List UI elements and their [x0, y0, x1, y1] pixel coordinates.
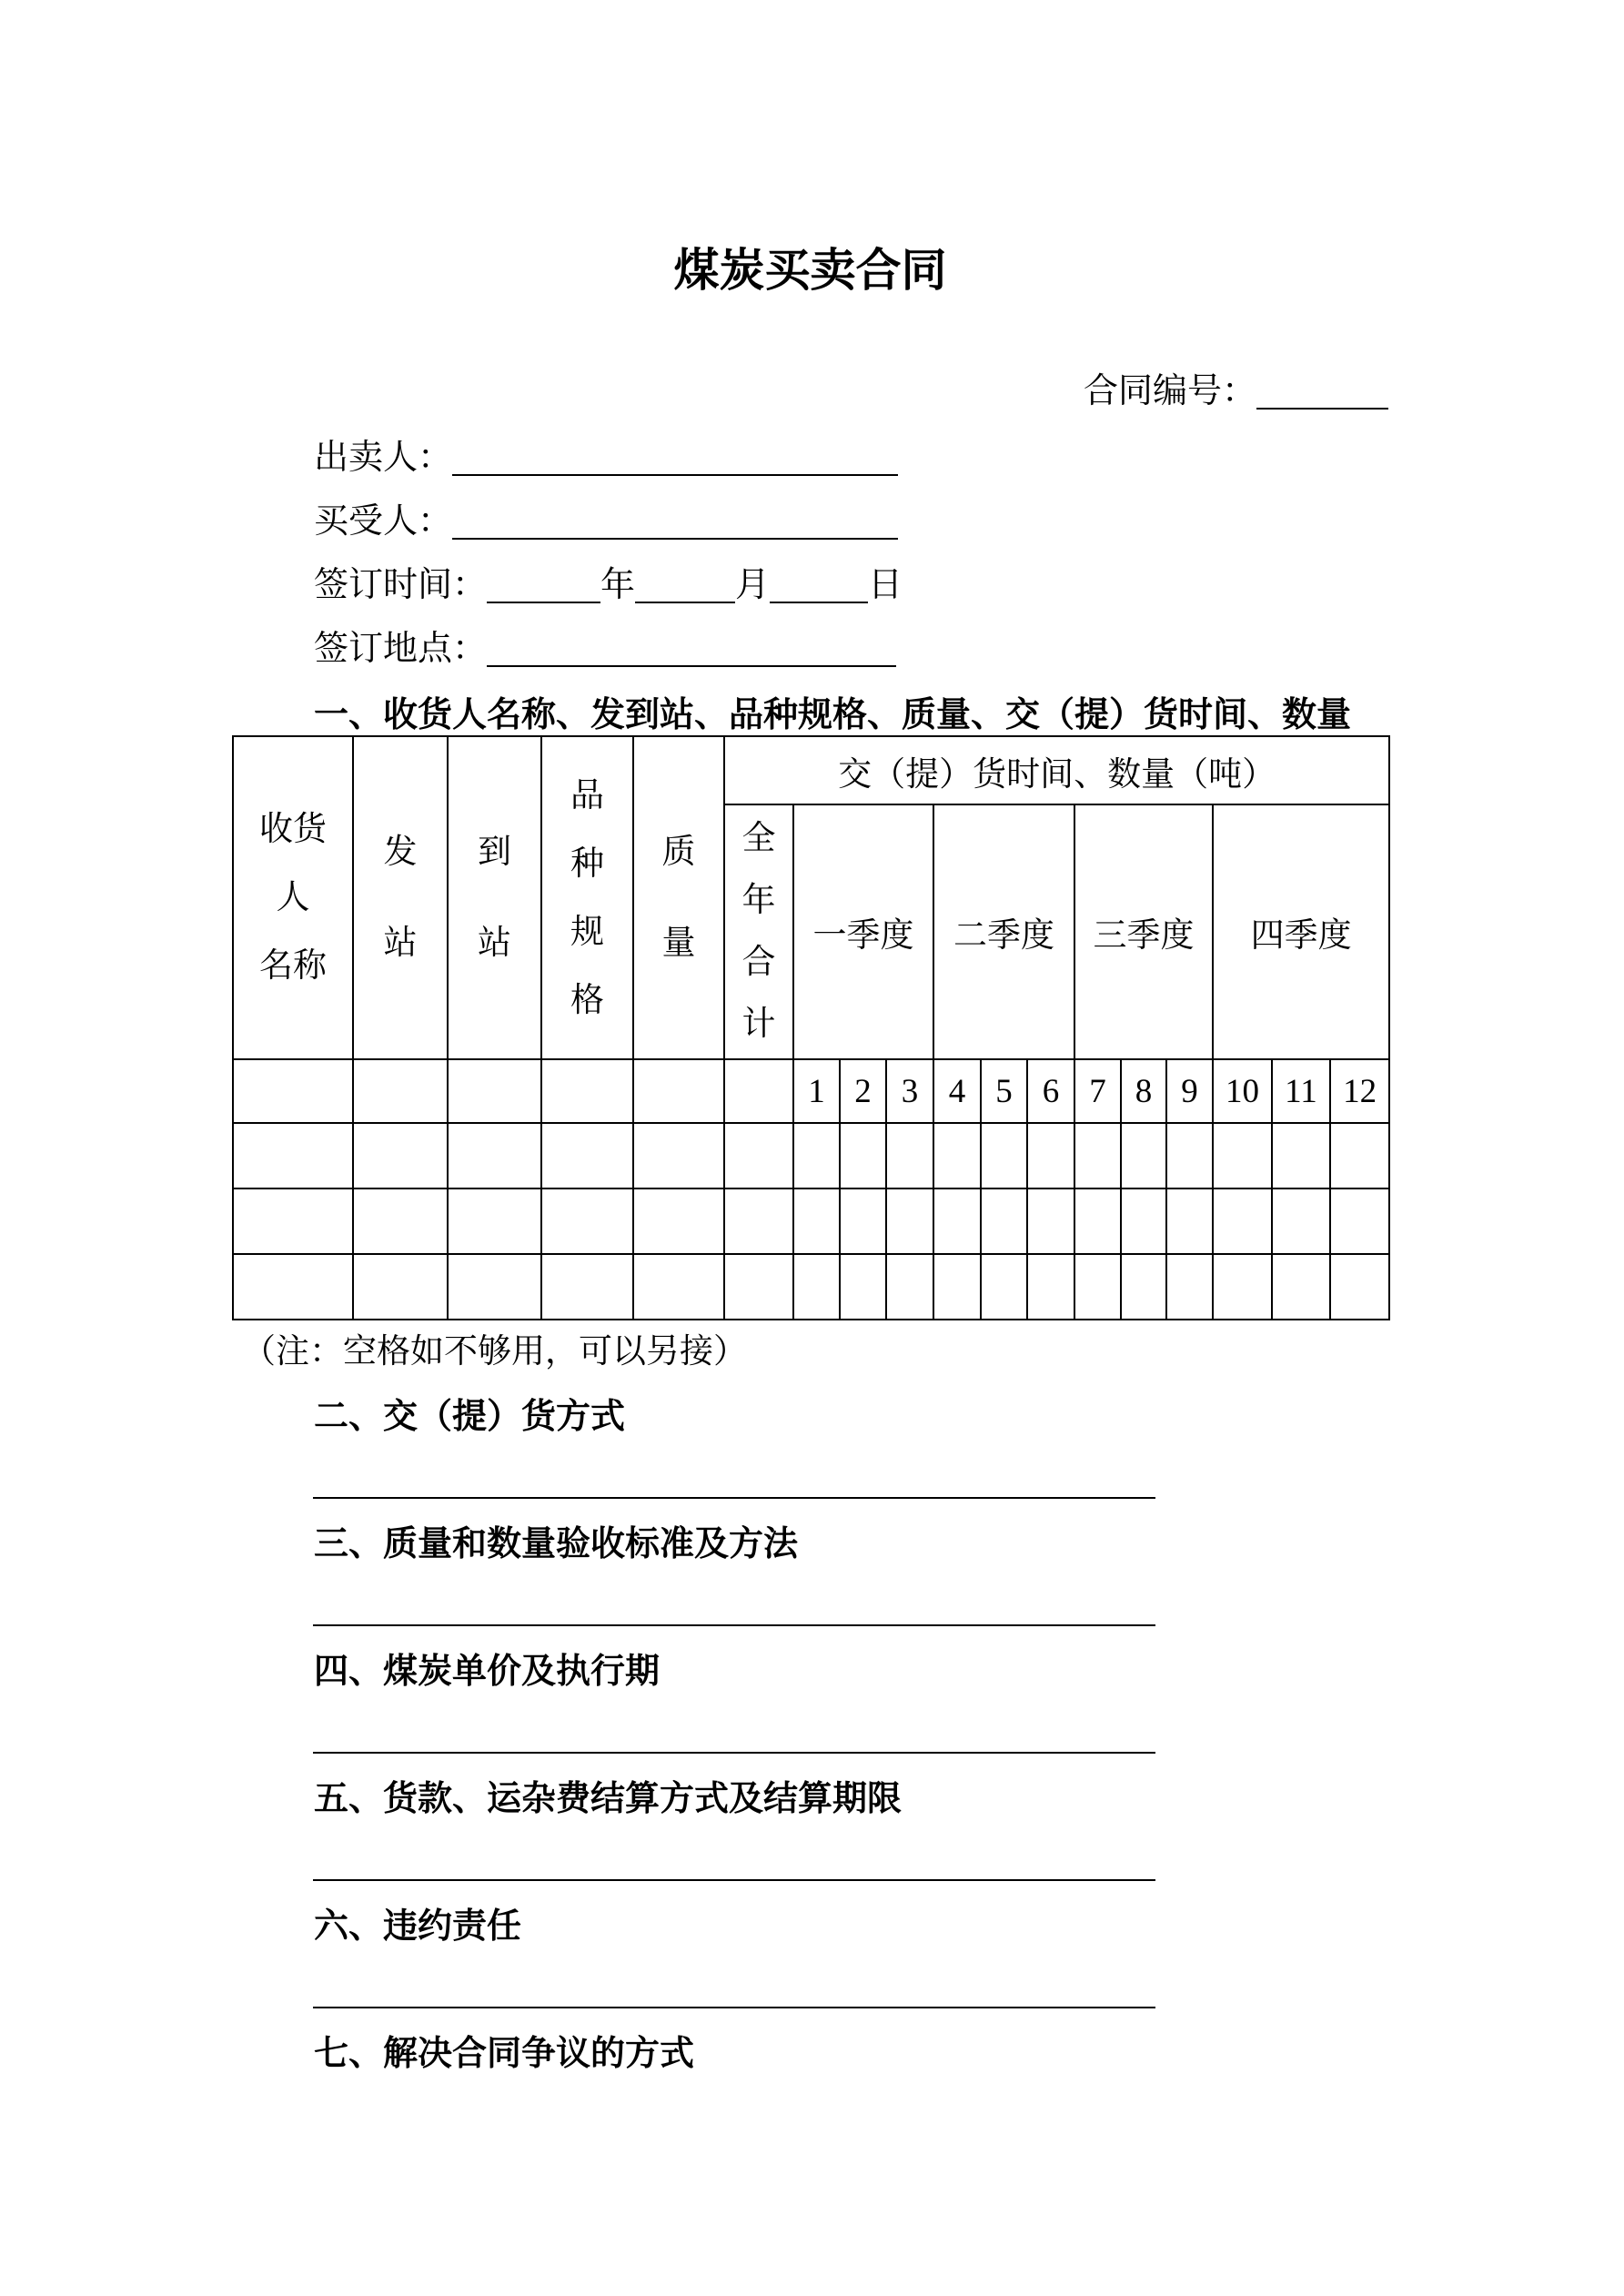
table-data-cell[interactable]: [1213, 1254, 1272, 1320]
table-data-cell[interactable]: [1027, 1188, 1074, 1254]
header-delivery-time-quantity: 交（提）货时间、数量（吨）: [724, 736, 1389, 804]
header-departure-station: [353, 736, 448, 1059]
contract-number-blank[interactable]: [1256, 368, 1388, 410]
table-data-cell[interactable]: [353, 1254, 448, 1320]
header-line: 品: [570, 776, 604, 814]
sign-time-label: 签订时间：: [314, 566, 488, 604]
table-data-cell[interactable]: [1166, 1254, 1213, 1320]
header-month-7: 7: [1074, 1059, 1121, 1123]
table-data-cell[interactable]: [353, 1123, 448, 1188]
table-data-cell[interactable]: [793, 1254, 840, 1320]
header-line: 格: [570, 981, 604, 1019]
table-data-cell[interactable]: [1330, 1188, 1389, 1254]
seller-label: 出卖人：: [314, 439, 453, 477]
table-data-cell[interactable]: [886, 1123, 933, 1188]
table-data-cell[interactable]: [1027, 1254, 1074, 1320]
section-3: [232, 1524, 1388, 1626]
table-data-cell[interactable]: [448, 1123, 541, 1188]
table-data-cell[interactable]: [233, 1188, 353, 1254]
table-data-cell[interactable]: [233, 1254, 353, 1320]
sign-place-line: [314, 617, 1388, 681]
table-data-cell[interactable]: [1074, 1188, 1121, 1254]
header-line: 规: [570, 913, 604, 951]
header-consignee-name: [233, 736, 353, 1059]
section-6: [232, 1907, 1388, 2008]
document-title: 煤炭买卖合同: [673, 245, 947, 296]
sign-date-line: [314, 553, 1388, 617]
buyer-line: [314, 490, 1388, 553]
table-data-cell[interactable]: [793, 1188, 840, 1254]
table-data-cell[interactable]: [448, 1188, 541, 1254]
section-5-fill-line[interactable]: [313, 1879, 1155, 1881]
table-data-cell[interactable]: [840, 1123, 886, 1188]
table-month-row: [233, 1059, 1389, 1123]
table-data-cell[interactable]: [1330, 1123, 1389, 1188]
contract-number-line: [232, 368, 1388, 410]
section-2-fill-line[interactable]: [313, 1497, 1155, 1499]
header-month-1: 1: [793, 1059, 840, 1123]
section-2: [232, 1397, 1388, 1499]
table-data-cell[interactable]: [886, 1254, 933, 1320]
table-data-cell[interactable]: [1074, 1254, 1121, 1320]
header-quality: [633, 736, 724, 1059]
table-data-cell[interactable]: [1166, 1188, 1213, 1254]
header-quarter-4: 四季度: [1213, 804, 1389, 1059]
table-data-cell[interactable]: [1121, 1123, 1166, 1188]
table-data-cell[interactable]: [981, 1188, 1027, 1254]
header-spacer-cell: [541, 1059, 633, 1123]
header-line: 年: [741, 882, 776, 919]
table-data-cell[interactable]: [1027, 1123, 1074, 1188]
table-data-cell[interactable]: [633, 1123, 724, 1188]
header-line: 全: [741, 820, 776, 857]
table-data-cell[interactable]: [541, 1254, 633, 1320]
header-quarter-3: 三季度: [1074, 804, 1213, 1059]
table-data-cell[interactable]: [793, 1123, 840, 1188]
header-month-4: 4: [933, 1059, 981, 1123]
table-row: [233, 1123, 1389, 1188]
header-spacer-cell: [233, 1059, 353, 1123]
table-row: [233, 1188, 1389, 1254]
header-line: 人: [276, 879, 310, 916]
section-7: [232, 2034, 1388, 2074]
table-data-cell[interactable]: [1213, 1188, 1272, 1254]
table-data-cell[interactable]: [1272, 1123, 1330, 1188]
header-month-12: 12: [1330, 1059, 1389, 1123]
table-data-cell[interactable]: [724, 1254, 793, 1320]
table-header-row-1: [233, 736, 1389, 804]
header-month-9: 9: [1166, 1059, 1213, 1123]
table-data-cell[interactable]: [886, 1188, 933, 1254]
table-data-cell[interactable]: [633, 1254, 724, 1320]
header-month-5: 5: [981, 1059, 1027, 1123]
table-data-cell[interactable]: [1330, 1254, 1389, 1320]
section-6-fill-line[interactable]: [313, 2007, 1155, 2008]
day-suffix-label: 日: [868, 566, 903, 604]
table-data-cell[interactable]: [541, 1188, 633, 1254]
sign-place-blank[interactable]: [487, 625, 896, 667]
section-5-heading: 五、货款、运杂费结算方式及结算期限: [314, 1780, 903, 1818]
header-quarter-1: 一季度: [793, 804, 933, 1059]
section-3-heading: 三、质量和数量验收标准及方法: [314, 1525, 799, 1563]
table-data-cell[interactable]: [353, 1188, 448, 1254]
table-data-cell[interactable]: [1272, 1254, 1330, 1320]
month-suffix-label: 月: [735, 566, 771, 604]
header-month-6: 6: [1027, 1059, 1074, 1123]
section-3-fill-line[interactable]: [313, 1624, 1155, 1626]
section-4-fill-line[interactable]: [313, 1752, 1155, 1754]
header-line: 质: [661, 833, 696, 871]
table-data-cell[interactable]: [840, 1254, 886, 1320]
buyer-label: 买受人：: [314, 502, 453, 541]
header-spacer-cell: [633, 1059, 724, 1123]
header-month-3: 3: [886, 1059, 933, 1123]
table-data-cell[interactable]: [1074, 1123, 1121, 1188]
table-data-cell[interactable]: [233, 1123, 353, 1188]
section-2-heading: 二、交（提）货方式: [314, 1398, 626, 1436]
table-data-cell[interactable]: [1213, 1123, 1272, 1188]
header-line: 计: [741, 1006, 776, 1043]
header-line: 量: [661, 924, 696, 962]
header-line: 收货: [259, 811, 327, 848]
table-data-cell[interactable]: [1121, 1254, 1166, 1320]
table-data-cell[interactable]: [1272, 1188, 1330, 1254]
section-7-heading: 七、解决合同争议的方式: [314, 2035, 695, 2073]
seller-blank[interactable]: [452, 434, 898, 476]
section-1-heading: 一、收货人名称、发到站、品种规格、质量、交（提）货时间、数量: [314, 696, 1352, 734]
header-quarter-2: 二季度: [933, 804, 1074, 1059]
table-data-cell[interactable]: [633, 1188, 724, 1254]
table-data-cell[interactable]: [933, 1123, 981, 1188]
header-line: 种: [570, 845, 604, 883]
header-line: 站: [478, 924, 511, 962]
header-month-8: 8: [1121, 1059, 1166, 1123]
header-spacer-cell: [724, 1059, 793, 1123]
header-line: 发: [383, 833, 418, 871]
header-line: 站: [383, 924, 418, 962]
contract-number-label: 合同编号：: [1083, 372, 1256, 410]
sign-date-day-blank[interactable]: [770, 561, 868, 603]
header-line: 到: [478, 833, 511, 871]
header-spacer-cell: [353, 1059, 448, 1123]
header-spacer-cell: [448, 1059, 541, 1123]
table-data-cell[interactable]: [981, 1254, 1027, 1320]
delivery-schedule-table: [232, 735, 1390, 1320]
year-suffix-label: 年: [600, 566, 636, 604]
table-note: （注：空格如不够用，可以另接）: [242, 1333, 747, 1371]
header-line: 合: [741, 944, 776, 981]
sign-date-month-blank[interactable]: [635, 561, 735, 603]
section-4: [232, 1652, 1388, 1754]
header-line: 名称: [259, 947, 327, 985]
sign-place-label: 签订地点：: [314, 630, 488, 668]
section-5: [232, 1779, 1388, 1881]
section-4-heading: 四、煤炭单价及执行期: [314, 1653, 661, 1691]
seller-line: [314, 426, 1388, 490]
table-data-cell[interactable]: [1121, 1188, 1166, 1254]
table-row: [233, 1254, 1389, 1320]
table-data-cell[interactable]: [724, 1123, 793, 1188]
table-data-cell[interactable]: [1166, 1123, 1213, 1188]
section-6-heading: 六、违约责任: [314, 1907, 522, 1946]
table-data-cell[interactable]: [541, 1123, 633, 1188]
buyer-blank[interactable]: [452, 498, 898, 540]
table-data-cell[interactable]: [981, 1123, 1027, 1188]
header-arrival-station: [448, 736, 541, 1059]
header-month-10: 10: [1213, 1059, 1272, 1123]
table-data-cell[interactable]: [933, 1254, 981, 1320]
header-month-2: 2: [840, 1059, 886, 1123]
header-annual-total: [724, 804, 793, 1059]
table-data-cell[interactable]: [840, 1188, 886, 1254]
table-data-cell[interactable]: [724, 1188, 793, 1254]
table-data-cell[interactable]: [933, 1188, 981, 1254]
header-month-11: 11: [1272, 1059, 1330, 1123]
table-data-cell[interactable]: [448, 1254, 541, 1320]
party-block: [314, 426, 1388, 681]
sign-date-year-blank[interactable]: [487, 561, 600, 603]
header-variety-spec: [541, 736, 633, 1059]
